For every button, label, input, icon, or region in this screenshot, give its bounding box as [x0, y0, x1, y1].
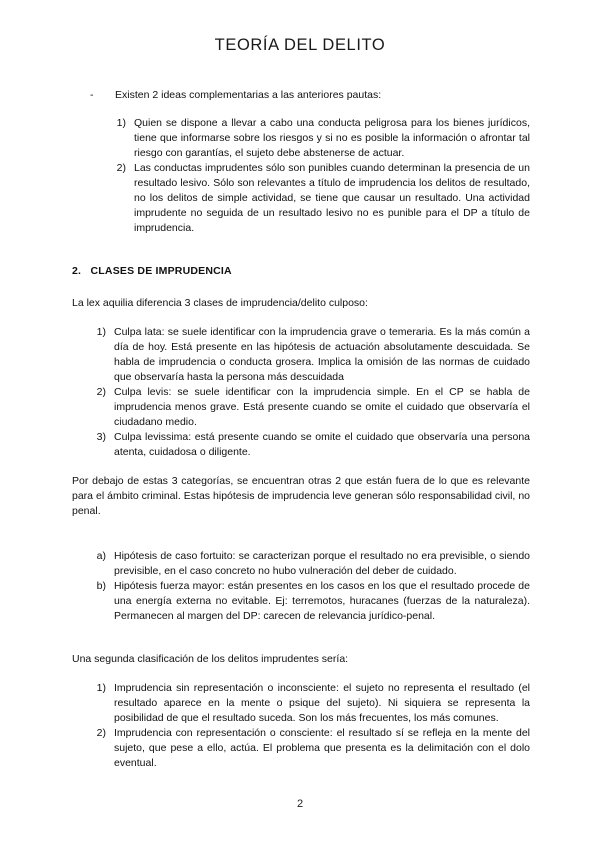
- list-item: [116, 116, 530, 161]
- document-body: [72, 88, 530, 771]
- bullet-item: [72, 88, 530, 103]
- list-item-text: Quien se dispone a llevar a cabo una conducta peligrosa para los bienes jurídicos, tiene que informarse sobre los riesgos y si no es posible la información o afrontar tal riesgo con garantías, el sujeto debe abstenerse de actuar.: [134, 117, 530, 159]
- list-item-label: 3): [96, 431, 106, 443]
- bullet-mark: -: [90, 89, 94, 101]
- list-item-label: b): [96, 580, 106, 592]
- list-item: [116, 161, 530, 236]
- list-item-text: Culpa levissima: está presente cuando se omite el cuidado que observaría una persona atenta, cuidadosa o diligente.: [114, 431, 530, 458]
- list-item-label: 1): [116, 117, 126, 129]
- list-item-text: Imprudencia con representación o consciente: el resultado sí se refleja en la mente del sujeto, que pese a ello, actúa. El problema que presenta es la delimitación con el dolo eventual.: [114, 727, 530, 769]
- list-item: [72, 325, 530, 385]
- list-item-text: Las conductas imprudentes sólo son punibles cuando determinan la presencia de un resultado lesivo. Sólo son relevantes a título de imprudencia los delitos de resultado, no los delitos de simple actividad, se tiene que causar un resultado. Una actividad imprudente no seguida de un resultado lesivo no es punible para el DP a título de imprudencia.: [134, 162, 530, 234]
- list-item-text: Imprudencia sin representación o inconsciente: el sujeto no representa el resultado (el resultado aparece en la mente o psique del sujeto). Ni siquiera se representa la posibilidad de que el resultado suceda. Son los más frecuentes, los más comunes.: [114, 682, 530, 724]
- list-item: [72, 579, 530, 624]
- hipotesis-list: [72, 549, 530, 624]
- representacion-list: [72, 681, 530, 771]
- list-item-text: Hipótesis de caso fortuito: se caracterizan porque el resultado no era previsible, o siendo previsible, en el caso concreto no hubo vulneración del deber de cuidado.: [114, 550, 530, 577]
- list-item-label: 1): [96, 326, 106, 338]
- list-item-label: 2): [116, 162, 126, 174]
- list-item-text: Culpa lata: se suele identificar con la imprudencia grave o temeraria. Es la más común a día de hoy. Está presente en las hipótesis de actuación absolutamente descuidada. Se habla de imprudencia o conducta grosera. Implica la omisión de las normas de cuidado que observaría hasta la persona más descuidada: [114, 326, 530, 383]
- list-item: [72, 726, 530, 771]
- paragraph-lex-aquilia: La lex aquilia diferencia 3 clases de imprudencia/delito culposo:: [72, 297, 368, 309]
- list-item-label: 1): [96, 682, 106, 694]
- paragraph-second-classification: Una segunda clasificación de los delitos imprudentes sería:: [72, 653, 349, 665]
- list-item-text: Culpa levis: se suele identificar con la imprudencia simple. En el CP se habla de imprudencia menos grave. Está presente cuando se omite el cuidado que observaría el ciudadano medio.: [114, 386, 530, 428]
- list-item-label: 2): [96, 727, 106, 739]
- list-item: [72, 549, 530, 579]
- bullet-text: Existen 2 ideas complementarias a las anteriores pautas:: [115, 89, 382, 101]
- list-item: [72, 681, 530, 726]
- page-title: TEORÍA DEL DELITO: [214, 36, 386, 54]
- list-item-label: 2): [96, 386, 106, 398]
- culpa-list: [72, 325, 530, 460]
- section-heading: 2. CLASES DE IMPRUDENCIA: [72, 265, 232, 277]
- page-number: 2: [296, 798, 304, 810]
- ideas-list: [116, 116, 530, 236]
- paragraph-below-categories: Por debajo de estas 3 categorías, se encuentran otras 2 que están fuera de lo que es relevante para el ámbito criminal. Estas hipótesis de imprudencia leve generan sólo responsabilidad civil, no penal.: [72, 475, 530, 517]
- list-item: [72, 430, 530, 460]
- list-item: [72, 385, 530, 430]
- list-item-text: Hipótesis fuerza mayor: están presentes en los casos en los que el resultado procede de una energía externa no evitable. Ej: terremotos, huracanes (fuerzas de la naturaleza). Permanecen al margen del DP: carecen de relevancia jurídico-penal.: [114, 580, 530, 622]
- list-item-label: a): [96, 550, 106, 562]
